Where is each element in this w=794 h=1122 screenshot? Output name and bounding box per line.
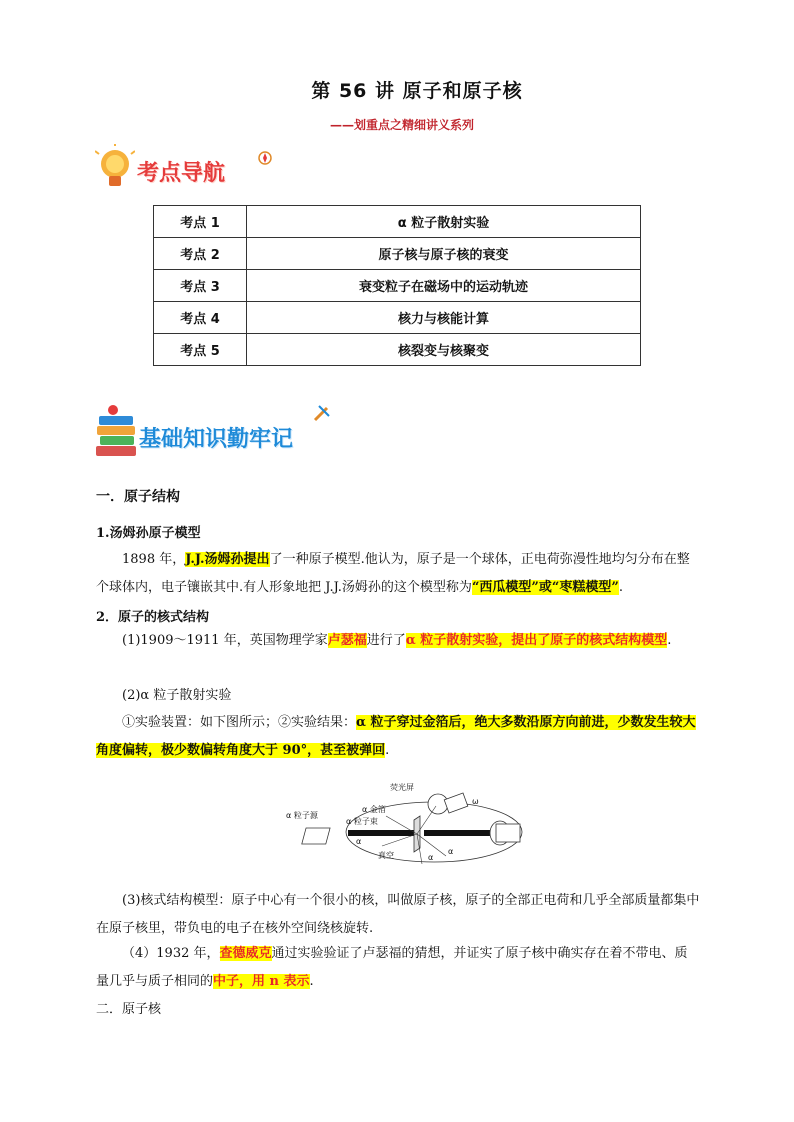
highlight-chadwick: 查德威克: [219, 946, 272, 961]
text: 了一种原子模型.他认为，原子是一个球体，正电荷弥漫性地均匀分布在整个球体内，电子镶嵌其中.有人形象地把 J.J.汤姆孙的这个模型称为: [96, 552, 690, 595]
page-title: 第 56 讲 原子和原子核: [311, 80, 523, 102]
text: 进行了: [366, 633, 406, 648]
highlight-thomson: J.J.汤姆孙提出: [185, 552, 270, 567]
label-alpha: α: [428, 853, 434, 862]
paragraph-nuclear-model: (3)核式结构模型：原子中心有一个很小的核，叫做原子核，原子的全部正电荷和几乎全部质量都集中在原子核里，带负电的电子在核外空间绕核旋转.: [96, 893, 700, 936]
kaodian-value: 原子核与原子核的衰变: [247, 238, 641, 270]
kaodian-key: 考点 3: [154, 270, 247, 302]
page-subtitle: ——划重点之精细讲义系列: [330, 118, 475, 132]
pencil-icon: [313, 404, 331, 422]
text: (1)1909～1911 年，英国物理学家: [122, 633, 328, 648]
section-heading-nucleus: 二．原子核: [96, 1002, 162, 1017]
text: （4）1932 年，: [122, 946, 220, 961]
highlight-rutherford: 卢瑟福: [327, 633, 367, 648]
kaodian-table: [153, 205, 641, 366]
subheading-thomson-model: 1.汤姆孙原子模型: [96, 526, 201, 541]
text: 通过实验验证了卢瑟福的猜想，并证实了原子核中确实存在着不带电、质量几乎与质子相同的: [96, 946, 688, 989]
basics-label: 基础知识勤牢记: [139, 427, 294, 452]
kaodian-nav-label: 考点导航: [137, 161, 226, 186]
kaodian-key: 考点 5: [154, 334, 247, 366]
table-row: [154, 238, 641, 270]
text: .: [618, 580, 623, 595]
kaodian-value: 核裂变与核聚变: [247, 334, 641, 366]
label-gold-foil: α 金箔: [362, 805, 386, 814]
kaodian-value: 衰变粒子在磁场中的运动轨迹: [247, 270, 641, 302]
highlight-scattering-model: α 粒子散射实验，提出了原子的核式结构模型: [405, 633, 668, 648]
label-alpha: α: [356, 837, 362, 846]
table-row: [154, 302, 641, 334]
kaodian-value: α 粒子散射实验: [247, 206, 641, 238]
scattering-apparatus-figure: [286, 776, 526, 868]
text: 1898 年，: [122, 552, 186, 567]
label-screen: 荧光屏: [390, 783, 414, 792]
section-heading-atomic-structure: 一．原子结构: [96, 489, 180, 505]
kaodian-key: 考点 4: [154, 302, 247, 334]
kaodian-nav-badge: [95, 144, 265, 196]
kaodian-key: 考点 1: [154, 206, 247, 238]
text: .: [309, 974, 314, 989]
kaodian-key: 考点 2: [154, 238, 247, 270]
highlight-scattering-result: α 粒子穿过金箔后，绝大多数沿原方向前进，少数发生较大角度偏转，极少数偏转角度大于 90°，甚至被弹回: [96, 715, 696, 758]
highlight-model-names: “西瓜模型”或“枣糕模型”: [471, 580, 619, 595]
highlight-neutron: 中子，用 n 表示: [213, 974, 310, 989]
paragraph-scattering-title: (2)α 粒子散射实验: [122, 688, 232, 703]
text: ①实验装置：如下图所示；②实验结果：: [122, 715, 357, 730]
table-row: [154, 206, 641, 238]
lightbulb-icon: [95, 144, 135, 196]
table-row: [154, 270, 641, 302]
subheading-nuclear-structure: 2．原子的核式结构: [96, 610, 210, 625]
table-row: [154, 334, 641, 366]
kaodian-value: 核力与核能计算: [247, 302, 641, 334]
label-alpha: α: [448, 847, 454, 856]
books-icon: [95, 400, 139, 462]
paragraph-thomson: [96, 546, 700, 602]
label-omega: ω: [472, 797, 479, 806]
label-vacuum: 真空: [378, 851, 394, 860]
text: .: [385, 743, 390, 758]
paragraph-chadwick: [96, 940, 700, 996]
label-alpha-source: α 粒子源: [286, 811, 318, 820]
paragraph-rutherford: [96, 627, 700, 655]
paragraph-scattering-result: [96, 709, 700, 765]
basics-badge: [95, 400, 335, 462]
label-alpha-beam: α 粒子束: [346, 817, 378, 826]
text: .: [667, 633, 672, 648]
compass-icon: [257, 150, 273, 166]
